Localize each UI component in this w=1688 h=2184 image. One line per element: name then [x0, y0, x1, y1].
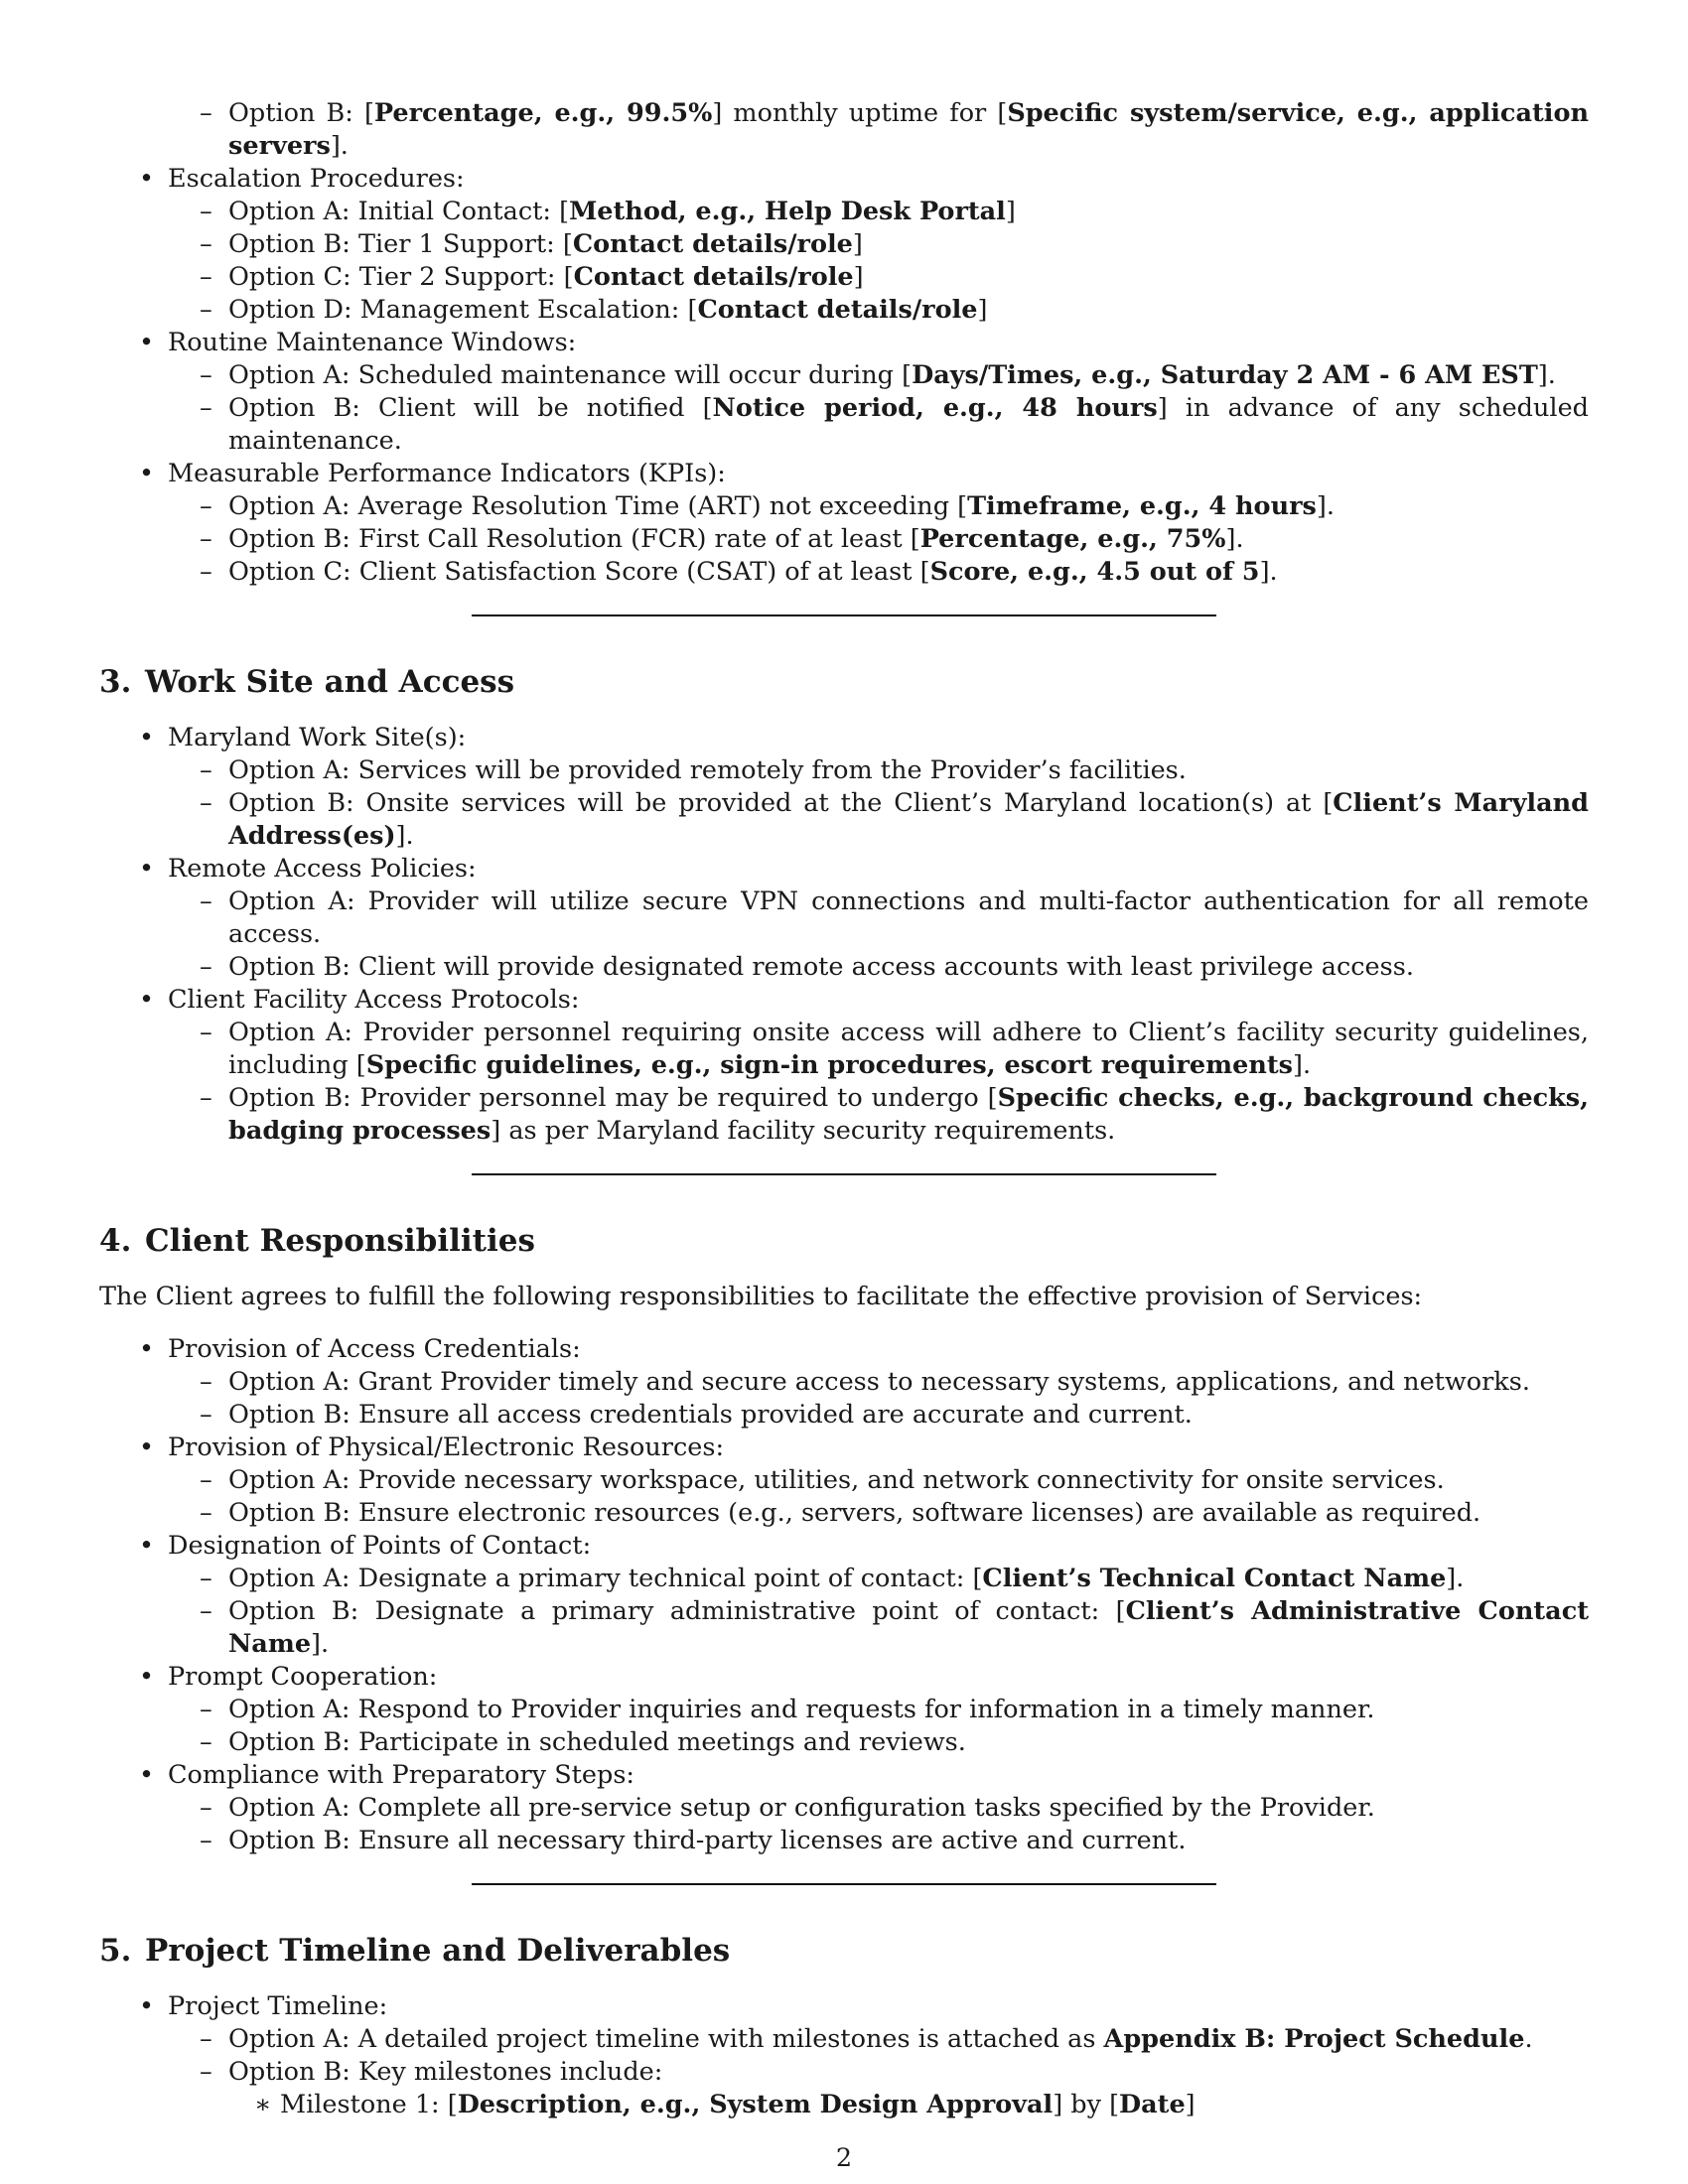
compliance-option-b: – Option B: Ensure all necessary third-party licenses are active and current. [99, 1825, 1589, 1857]
kpi-option-c: – Option C: Client Satisfaction Score (CSAT) of at least [Score, e.g., 4.5 out of 5]. [99, 556, 1589, 589]
compliance-option-a: – Option A: Complete all pre-service setup or configuration tasks specified by the Provider. [99, 1792, 1589, 1825]
bullet-resources: • Provision of Physical/Electronic Resources: [99, 1432, 1589, 1464]
section-intro: The Client agrees to fulfill the following responsibilities to facilitate the effective provision of Services: [99, 1282, 1423, 1311]
escalation-option-d: – Option D: Management Escalation: [Contact details/role] [99, 294, 1589, 327]
bullet-credentials: • Provision of Access Credentials: [99, 1333, 1589, 1366]
bullet-cooperation: • Prompt Cooperation: [99, 1661, 1589, 1694]
kpi-option-b: – Option B: First Call Resolution (FCR) rate of at least [Percentage, e.g., 75%]. [99, 523, 1589, 556]
timeline-option-a: – Option A: A detailed project timeline with milestones is attached as Appendix B: Project Schedule. [99, 2023, 1589, 2056]
bullet-project-timeline: • Project Timeline: [99, 1990, 1589, 2023]
bullet-escalation: • Escalation Procedures: [99, 163, 1589, 196]
remote-option-b: – Option B: Client will provide designated remote access accounts with least privilege access. [99, 951, 1589, 984]
document-page [99, 97, 1589, 2121]
worksite-option-b: – Option B: Onsite services will be provided at the Client’s Maryland location(s) at [Client’s Maryland Address(es)]. [99, 787, 1589, 853]
bullet-maintenance: • Routine Maintenance Windows: [99, 327, 1589, 359]
section-divider [472, 1883, 1216, 1885]
escalation-option-c: – Option C: Tier 2 Support: [Contact details/role] [99, 261, 1589, 294]
escalation-option-b: – Option B: Tier 1 Support: [Contact details/role] [99, 228, 1589, 261]
facility-option-b: – Option B: Provider personnel may be required to undergo [Specific checks, e.g., background checks, badging processes] as per Maryland facility security requirements. [99, 1082, 1589, 1148]
bullet-compliance: • Compliance with Preparatory Steps: [99, 1759, 1589, 1792]
bullet-facility-access: • Client Facility Access Protocols: [99, 984, 1589, 1017]
section-heading-project-timeline: 5. Project Timeline and Deliverables [99, 1933, 731, 1969]
resources-option-b: – Option B: Ensure electronic resources (e.g., servers, software licenses) are available as required. [99, 1497, 1589, 1530]
maintenance-option-a: – Option A: Scheduled maintenance will occur during [Days/Times, e.g., Saturday 2 AM - 6 AM EST]. [99, 359, 1589, 392]
section-divider [472, 1173, 1216, 1175]
bullet-kpis: • Measurable Performance Indicators (KPIs): [99, 458, 1589, 490]
remote-option-a: – Option A: Provider will utilize secure VPN connections and multi-factor authentication for all remote access. [99, 886, 1589, 951]
worksite-option-a: – Option A: Services will be provided remotely from the Provider’s facilities. [99, 754, 1589, 787]
facility-option-a: – Option A: Provider personnel requiring onsite access will adhere to Client’s facility security guidelines, including [Specific guidelines, e.g., sign-in procedures, escort requirements]. [99, 1017, 1589, 1082]
bullet-worksite: • Maryland Work Site(s): [99, 722, 1589, 754]
bullet-remote-access: • Remote Access Policies: [99, 853, 1589, 886]
uptime-option-b: – Option B: [Percentage, e.g., 99.5%] monthly uptime for [Specific system/service, e.g., application servers]. [99, 97, 1589, 163]
maintenance-option-b: – Option B: Client will be notified [Notice period, e.g., 48 hours] in advance of any scheduled maintenance. [99, 392, 1589, 458]
section-heading-work-site: 3. Work Site and Access [99, 664, 515, 700]
resources-option-a: – Option A: Provide necessary workspace, utilities, and network connectivity for onsite services. [99, 1464, 1589, 1497]
cooperation-option-a: – Option A: Respond to Provider inquiries and requests for information in a timely manner. [99, 1694, 1589, 1726]
credentials-option-a: – Option A: Grant Provider timely and secure access to necessary systems, applications, and networks. [99, 1366, 1589, 1399]
milestone-1: ∗ Milestone 1: [Description, e.g., System Design Approval] by [Date] [99, 2089, 1589, 2121]
timeline-option-b: – Option B: Key milestones include: [99, 2056, 1589, 2089]
cooperation-option-b: – Option B: Participate in scheduled meetings and reviews. [99, 1726, 1589, 1759]
credentials-option-b: – Option B: Ensure all access credentials provided are accurate and current. [99, 1399, 1589, 1432]
section-heading-client-responsibilities: 4. Client Responsibilities [99, 1223, 535, 1259]
bullet-contacts: • Designation of Points of Contact: [99, 1530, 1589, 1563]
contacts-option-b: – Option B: Designate a primary administrative point of contact: [Client’s Administrative Contact Name]. [99, 1595, 1589, 1661]
contacts-option-a: – Option A: Designate a primary technical point of contact: [Client’s Technical Contact Name]. [99, 1563, 1589, 1595]
kpi-option-a: – Option A: Average Resolution Time (ART) not exceeding [Timeframe, e.g., 4 hours]. [99, 490, 1589, 523]
section-divider [472, 614, 1216, 616]
page-number: 2 [835, 2143, 853, 2173]
escalation-option-a: – Option A: Initial Contact: [Method, e.g., Help Desk Portal] [99, 196, 1589, 228]
